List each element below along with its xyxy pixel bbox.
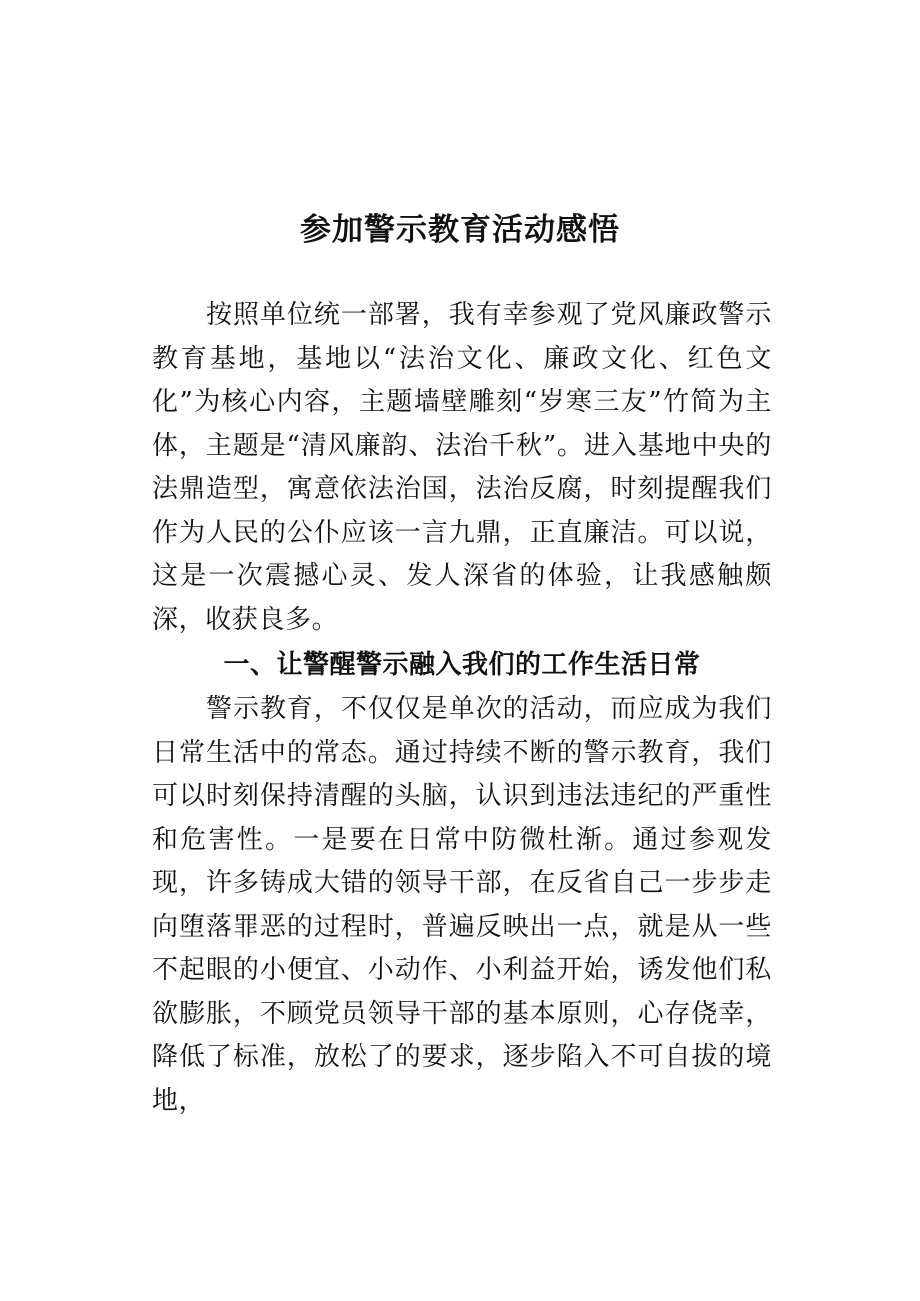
section-paragraph: 警示教育，不仅仅是单次的活动，而应成为我们日常生活中的常态。通过持续不断的警示教育，我们可以时刻保持清醒的头脑，认识到违法违纪的严重性和危害性。一是要在日常中防微杜渐。通过参观发现，许多铸成大错的领导干部，在反省自己一步步走向堕落罪恶的过程时，普遍反映出一点，就是从一些不起眼的小便宜、小动作、小利益开始，诱发他们私欲膨胀，不顾党员领导干部的基本原则，心存侥幸，降低了标准，放松了的要求，逐步陷入不可自拔的境地， [152,694,772,1116]
document-body [152,294,772,1123]
section-heading: 一、让警醒警示融入我们的工作生活日常 [223,650,701,680]
intro-paragraph: 按照单位统一部署，我有幸参观了党风廉政警示教育基地，基地以“法治文化、廉政文化、红色文化”为核心内容，主题墙壁雕刻“岁寒三友”竹简为主体，主题是“清风廉韵、法治千秋”。进入基地中央的法鼎造型，寓意依法治国，法治反腐，时刻提醒我们作为人民的公仆应该一言九鼎，正直廉洁。可以说，这是一次震撼心灵、发人深省的体验，让我感触颇深，收获良多。 [152,300,772,635]
document-title: 参加警示教育活动感悟 [300,212,620,248]
